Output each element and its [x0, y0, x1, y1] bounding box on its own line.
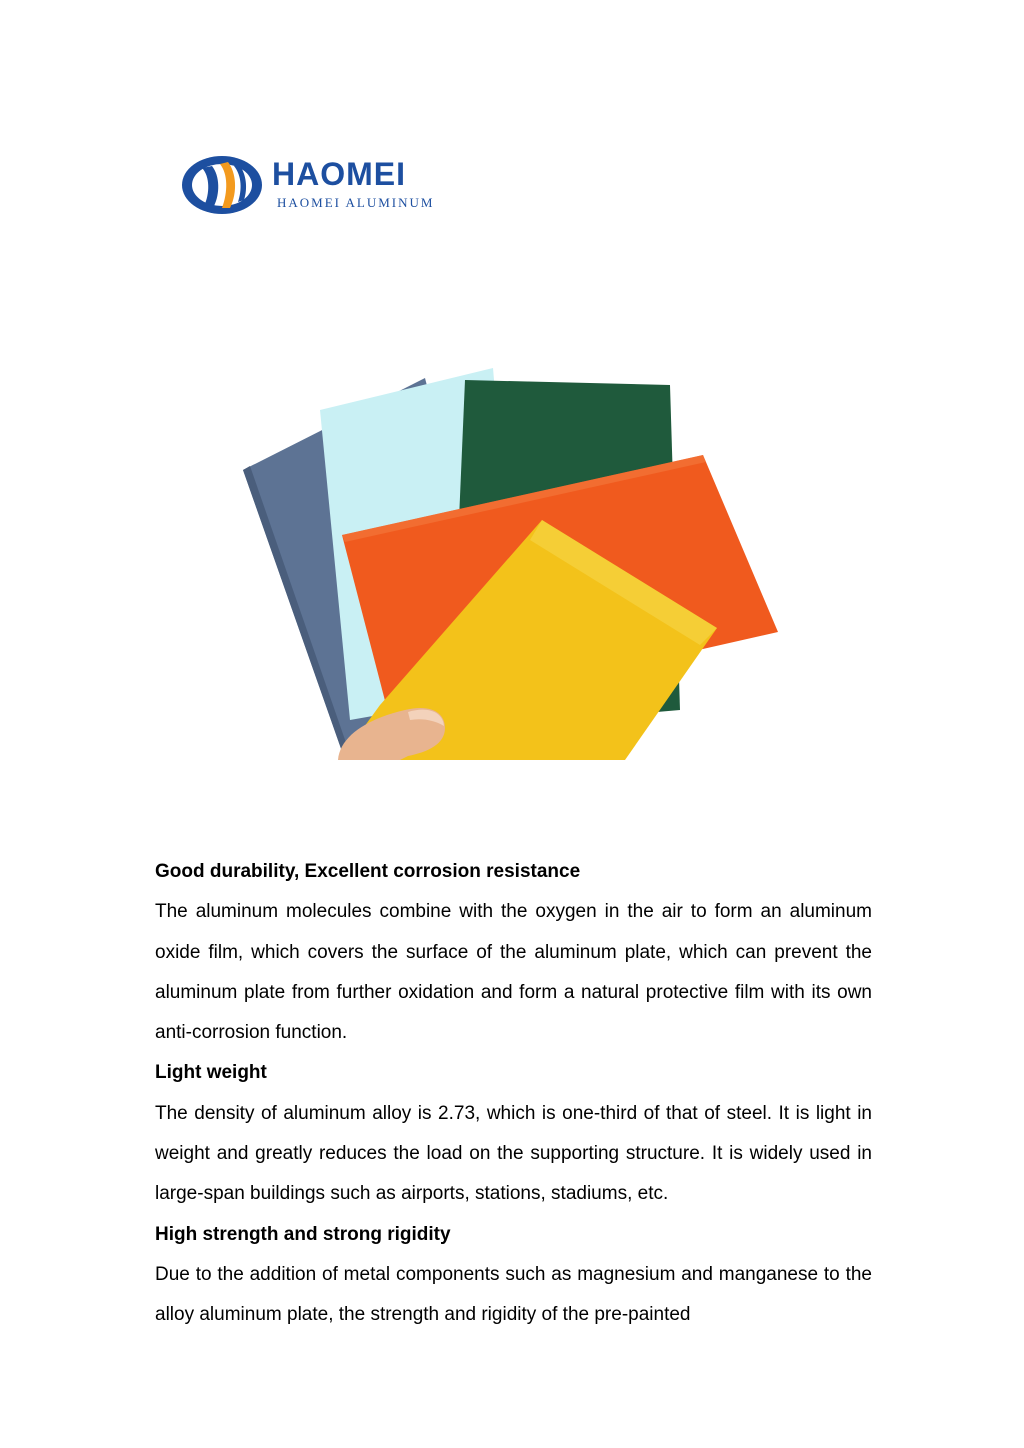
- haomei-logo: [180, 150, 480, 220]
- paragraph-light-weight: The density of aluminum alloy is 2.73, which is one-third of that of steel. It is light in weight and greatly reduces the load on the supporting structure. It is widely used in large-span buildings such as airports, stations, stadiums, etc.: [155, 1102, 872, 1205]
- logo-brand-text: HAOMEI: [272, 156, 406, 192]
- article-body: [155, 852, 872, 1336]
- heading-strength: High strength and strong rigidity: [155, 1223, 451, 1245]
- logo-subtitle: HAOMEI ALUMINUM: [277, 195, 435, 210]
- heading-durability: Good durability, Excellent corrosion resistance: [155, 861, 581, 882]
- product-photo: [230, 360, 790, 770]
- heading-light-weight: Light weight: [155, 1062, 267, 1084]
- paragraph-strength: Due to the addition of metal components such as magnesium and manganese to the alloy aluminum plate, the strength and rigidity of the pre-painted: [155, 1263, 872, 1326]
- haomei-logo-mark-icon: [180, 154, 264, 216]
- paragraph-durability: The aluminum molecules combine with the oxygen in the air to form an aluminum oxide film, which covers the surface of the aluminum plate, which can prevent the aluminum plate from further oxidation and form a natural protective film with its own anti-corrosion function.: [155, 901, 872, 1044]
